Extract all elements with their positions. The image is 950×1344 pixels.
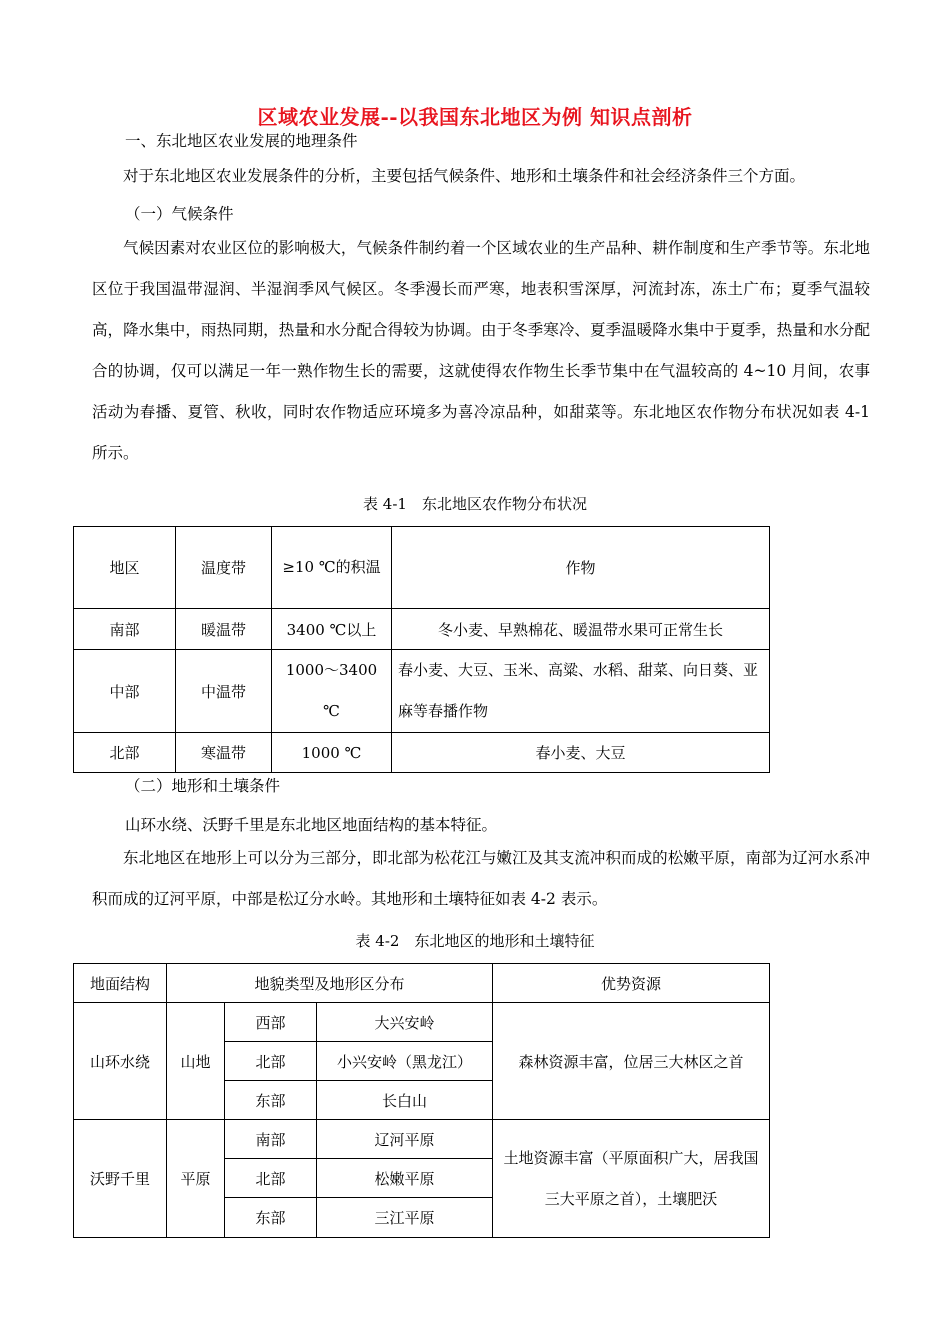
table-row xyxy=(74,1120,770,1159)
landform-area-cell: 松嫩平原 xyxy=(317,1159,493,1198)
terrain-subheading: （二）地形和土壤条件 xyxy=(125,777,281,795)
direction-cell: 北部 xyxy=(225,1042,317,1081)
region-cell: 中部 xyxy=(74,650,176,733)
table-header-row xyxy=(74,527,770,609)
landform-area-cell: 三江平原 xyxy=(317,1198,493,1238)
table-row xyxy=(74,650,770,733)
terrain-line: 山环水绕、沃野千里是东北地区地面结构的基本特征。 xyxy=(125,816,498,834)
resource-cell: 森林资源丰富，位居三大林区之首 xyxy=(493,1003,770,1120)
region-cell: 南部 xyxy=(74,609,176,650)
header-crops: 作物 xyxy=(392,527,770,609)
table-row xyxy=(74,609,770,650)
direction-cell: 东部 xyxy=(225,1081,317,1120)
table-row xyxy=(74,733,770,773)
temperature-cell: 3400 ℃以上 xyxy=(272,609,392,650)
direction-cell: 西部 xyxy=(225,1003,317,1042)
landform-area-cell: 长白山 xyxy=(317,1081,493,1120)
climate-subheading: （一）气候条件 xyxy=(125,205,234,223)
header-region: 地区 xyxy=(74,527,176,609)
direction-cell: 北部 xyxy=(225,1159,317,1198)
structure-cell: 山环水绕 xyxy=(74,1003,167,1120)
table1-caption: 表 4-1 东北地区农作物分布状况 xyxy=(363,495,587,513)
landform-area-cell: 辽河平原 xyxy=(317,1120,493,1159)
header-accumulated-temperature: ≥10 ℃的积温 xyxy=(272,527,392,609)
header-surface-structure: 地面结构 xyxy=(74,964,167,1003)
table-header-row xyxy=(74,964,770,1003)
terrain-paragraph: 东北地区在地形上可以分为三部分，即北部为松花江与嫩江及其支流冲积而成的松嫩平原，南部为辽河水系冲积而成的辽河平原，中部是松辽分水岭。其地形和土壤特征如表 4-2 表示。 xyxy=(92,849,870,908)
crops-cell: 春小麦、大豆 xyxy=(392,733,770,773)
landform-type-cell: 山地 xyxy=(167,1003,225,1120)
zone-cell: 寒温带 xyxy=(176,733,272,773)
terrain-soil-table xyxy=(73,963,770,1238)
climate-paragraph: 气候因素对农业区位的影响极大，气候条件制约着一个区域农业的生产品种、耕作制度和生产季节等。东北地区位于我国温带湿润、半湿润季风气候区。冬季漫长而严寒，地表积雪深厚，河流封冻，冻土广布；夏季气温较高，降水集中，雨热同期，热量和水分配合得较为协调。由于冬季寒冷、夏季温暖降水集中于夏季，热量和水分配合的协调，仅可以满足一年一熟作物生长的需要，这就使得农作物生长季节集中在气温较高的 4~10 月间，农事活动为春播、夏管、秋收，同时农作物适应环境多为喜冷凉品种，如甜菜等。东北地区农作物分布状况如表 4-1 所示。 xyxy=(92,239,870,462)
temperature-cell: 1000 ℃ xyxy=(272,733,392,773)
section1-heading: 一、东北地区农业发展的地理条件 xyxy=(125,132,358,150)
table2-caption: 表 4-2 东北地区的地形和土壤特征 xyxy=(355,932,595,950)
landform-area-cell: 大兴安岭 xyxy=(317,1003,493,1042)
temperature-cell: 1000～3400 ℃ xyxy=(272,650,392,733)
resource-cell: 土地资源丰富（平原面积广大，居我国三大平原之首），土壤肥沃 xyxy=(493,1120,770,1238)
zone-cell: 中温带 xyxy=(176,650,272,733)
intro-paragraph: 对于东北地区农业发展条件的分析，主要包括气候条件、地形和土壤条件和社会经济条件三个方面。 xyxy=(123,167,806,185)
crops-cell: 冬小麦、早熟棉花、暖温带水果可正常生长 xyxy=(392,609,770,650)
landform-type-cell: 平原 xyxy=(167,1120,225,1238)
structure-cell: 沃野千里 xyxy=(74,1120,167,1238)
table-row xyxy=(74,1003,770,1042)
direction-cell: 东部 xyxy=(225,1198,317,1238)
header-temperature-zone: 温度带 xyxy=(176,527,272,609)
header-landform-distribution: 地貌类型及地形区分布 xyxy=(167,964,493,1003)
crops-cell: 春小麦、大豆、玉米、高粱、水稻、甜菜、向日葵、亚麻等春播作物 xyxy=(392,650,770,733)
landform-area-cell: 小兴安岭（黑龙江） xyxy=(317,1042,493,1081)
header-advantage-resources: 优势资源 xyxy=(493,964,770,1003)
direction-cell: 南部 xyxy=(225,1120,317,1159)
zone-cell: 暖温带 xyxy=(176,609,272,650)
document-title: 区域农业发展--以我国东北地区为例 知识点剖析 xyxy=(257,105,693,129)
crop-distribution-table xyxy=(73,526,770,773)
region-cell: 北部 xyxy=(74,733,176,773)
